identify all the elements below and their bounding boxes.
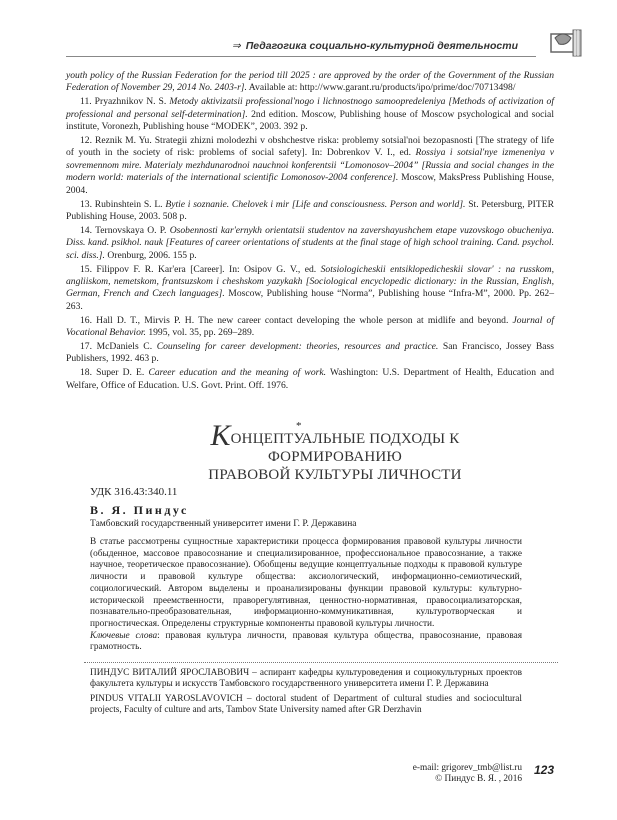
author-bio [90, 668, 522, 720]
reference-item [66, 96, 554, 133]
article-title [150, 419, 520, 484]
reference-authors: 15. Filippov F. R. Kar'era [Career]. In: Osipov G. V., ed. [80, 263, 321, 275]
reference-authors: 12. Reznik M. Yu. Strategii zhizni molodezhi v obshchestve riska: problemy sotsial'noi bezopasnosti [The strategy of life of youth in the society of risk: problems of social safety]. In: Dobrenkov V. I., ed. [66, 135, 554, 159]
keywords-text: : правовая культура личности, правовая культура общества, правосознание, правовая грамотность. [90, 630, 522, 653]
reference-work-title: Sotsiologicheskii entsiklopedicheskii slovar' : na russkom, angliiskom, nemetskom, frantsuzskom i cheshskom yazykakh [Sociological encyclopedic dictionary: in the Russian, English, German, French and Czech languages]. [66, 263, 554, 300]
abstract [90, 537, 522, 654]
title-line1: ОНЦЕПТУАЛЬНЫЕ ПОДХОДЫ К ФОРМИРОВАНИЮ [230, 431, 460, 465]
reference-work-title: Metody aktivizatsii professional'nogo i lichnostnogo samoopredeleniya [Methods of activization of professional and personal self-determination]. [66, 96, 554, 120]
reference-work-title: youth policy of the Russian Federation for the period till 2025 : are approved by the order of the Government of the Russian Federation of November 29, 2014 No. 2403-r]. [66, 70, 554, 94]
section-title [232, 40, 518, 52]
bio-russian: ПИНДУС ВИТАЛИЙ ЯРОСЛАВОВИЧ – аспирант кафедры культуроведения и социокультурных проектов факультета культуры и искусств Тамбовского государственного университета имени Г. Р. Державина [90, 668, 522, 690]
title-line2: ПРАВОВОЙ КУЛЬТУРЫ ЛИЧНОСТИ [208, 467, 462, 483]
arrow-icon: ⇒ [231, 40, 241, 52]
reference-work-title: Counseling for career development: theories, resources and practice. [156, 341, 439, 353]
reference-authors: 14. Ternovskaya O. P. [80, 224, 170, 236]
page-number: 123 [534, 763, 555, 777]
reference-authors: 13. Rubinshtein S. L. [80, 198, 166, 210]
reference-item [66, 367, 554, 392]
email[interactable]: e-mail: grigorev_tmb@list.ru [412, 763, 522, 773]
reference-authors: 11. Pryazhnikov N. S. [80, 96, 170, 108]
reference-authors: 18. Super D. E. [80, 367, 149, 379]
dotted-divider [84, 662, 558, 663]
reference-work-title: Osobennosti kar'ernykh orientatsii studentov na zavershayushchem etape vuzovskogo obucheniya. Diss. kand. psikhol. nauk [Features of career orientations of students at the final stage of high school training. Cand. psychol. sci. diss.]. [66, 224, 554, 261]
reference-item [66, 315, 554, 340]
reference-details: 2nd edition. Moscow, Publishing house of Moscow psychological and social institute, Voronezh, Publishing house “MODEK”, 2003. 392 p. [66, 108, 554, 133]
reference-item [66, 70, 554, 95]
author-affiliation: Тамбовский государственный университет имени Г. Р. Державина [90, 519, 357, 529]
title-initial: К [210, 419, 231, 452]
reference-item [66, 264, 554, 314]
reference-item [66, 341, 554, 366]
contact-block [413, 763, 522, 785]
reference-details: Available at: http://www.garant.ru/products/ipo/prime/doc/70713498/ [246, 82, 516, 94]
keywords-label: Ключевые слова [90, 630, 158, 641]
reference-work-title: Rossiya i sotsial'nye izmeneniya v sovremennom mire. Materialy mezhdunarodnoi nauchnoi konferentsii “Lomonosov–2004” [Russia and social changes in the modern world: materials of the international scientific Lomonosov-2004 conference]. [66, 147, 554, 184]
bio-english: PINDUS VITALII YAROSLAVOVICH – doctoral student of Department of cultural studies and sociocultural projects, Faculty of culture and arts, Tambov State University named after GR Derzhavin [90, 693, 522, 716]
reference-details: San Francisco, Jossey Bass Publishers, 1992. 463 p. [66, 341, 554, 365]
reference-item [66, 199, 554, 224]
reference-work-title: Journal of Vocational Behavior. [66, 314, 554, 339]
reference-authors: 17. McDaniels C. [80, 341, 157, 353]
reference-details: Orenburg, 2006. 155 p. [104, 249, 197, 261]
udc-code: УДК 316.43:340.11 [90, 486, 178, 498]
reference-details: Moscow, MaksPress Publishing House, 2004. [66, 172, 554, 196]
abstract-text: В статье рассмотрены сущностные характеристики процесса формирования правовой культуры личности (обыденное, массовое правосознание и специализированное, профессиональное правосознание, а также научное, теоретическое правосознание). Обобщены ведущие концептуальные подходы к правовой культуре личности и правовой культуре общества: аксиологический, информационно-семиотический, социологический. Автором выделены и проанализированы функции правовой культуры: культурно-исторической преемственности, праворегулятивная, ценностно-нормативная, правосоциализаторская, познавательно-преобразовательная, информационно-коммуникативная, культуротворческая и прогностическая. Определены структурные компоненты правовой культуры личности. [90, 537, 522, 629]
reference-list [66, 70, 554, 394]
reference-details: Moscow, Publishing house “Norma”, Publishing house “Infra-M”, 2000. Pp. 262–263. [66, 288, 554, 312]
reference-authors: 16. Hall D. T., Mirvis P. H. The new career contact developing the whole person at midlife and beyond. [80, 314, 513, 326]
reference-details: 1995, vol. 35, pp. 269–289. [145, 327, 255, 339]
section-separator: * [296, 420, 302, 432]
reference-details: St. Petersburg, PITER Publishing House, 2003. 508 p. [66, 198, 554, 222]
reference-details: Washington: U.S. Department of Health, Education and Welfare, Office of Education. U.S. Govt. Print. Off. 1976. [66, 367, 554, 391]
journal-logo-icon [547, 24, 587, 64]
reference-item [66, 225, 554, 262]
reference-work-title: Career education and the meaning of work. [148, 367, 327, 379]
reference-work-title: Bytie i soznanie. Chelovek i mir [Life and consciousness. Person and world]. [165, 198, 466, 210]
running-header [66, 34, 536, 57]
section-name: Педагогика социально-культурной деятельности [245, 40, 518, 52]
author-name: В. Я. Пиндус [90, 503, 189, 517]
copyright: © Пиндус В. Я. , 2016 [435, 774, 522, 784]
reference-item [66, 135, 554, 197]
keywords [90, 631, 522, 654]
